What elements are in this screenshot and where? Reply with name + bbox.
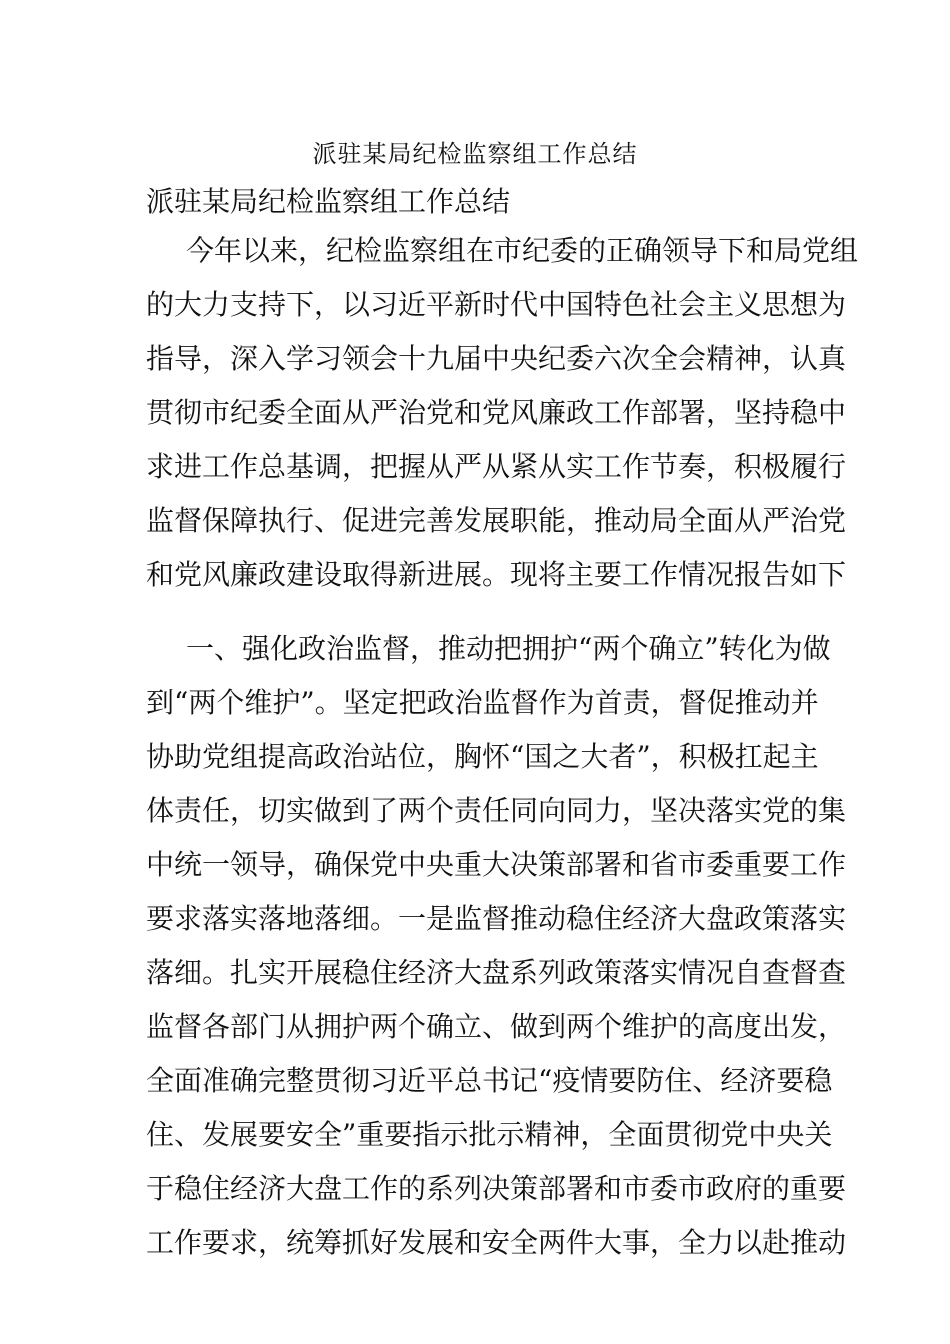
paragraph-1-line-2: 的大力支持下，以习近平新时代中国特色社会主义思想为	[146, 288, 847, 321]
paragraph-1-line-6: 监督保障执行、促进完善发展职能，推动局全面从严治党	[146, 504, 847, 537]
paragraph-1-line-4: 贯彻市纪委全面从严治党和党风廉政工作部署，坚持稳中	[146, 396, 847, 429]
paragraph-2-line-8: 监督各部门从拥护两个确立、做到两个维护的高度出发，	[146, 1010, 847, 1043]
paragraph-2-line-3: 协助党组提高政治站位，胸怀“国之大者”，积极扛起主	[146, 740, 819, 773]
paragraph-2-line-7: 落细。扎实开展稳住经济大盘系列政策落实情况自查督查	[146, 956, 847, 989]
paragraph-2-line-1: 一、强化政治监督，推动把拥护“两个确立”转化为做	[186, 632, 831, 665]
paragraph-2-line-6: 要求落实落地落细。一是监督推动稳住经济大盘政策落实	[146, 902, 847, 935]
paragraph-2-line-11: 于稳住经济大盘工作的系列决策部署和市委市政府的重要	[146, 1172, 847, 1205]
paragraph-2-line-12: 工作要求，统筹抓好发展和安全两件大事，全力以赴推动	[146, 1226, 847, 1259]
paragraph-1-line-5: 求进工作总基调，把握从严从紧从实工作节奏，积极履行	[146, 450, 847, 483]
paragraph-2-line-9: 全面准确完整贯彻习近平总书记“疫情要防住、经济要稳	[146, 1064, 833, 1097]
paragraph-2-line-4: 体责任，切实做到了两个责任同向同力，坚决落实党的集	[146, 794, 847, 827]
document-subtitle: 派驻某局纪检监察组工作总结	[146, 185, 511, 218]
paragraph-1-line-1: 今年以来，纪检监察组在市纪委的正确领导下和局党组	[186, 234, 859, 267]
paragraph-2-line-2: 到“两个维护”。坚定把政治监督作为首责，督促推动并	[146, 686, 819, 719]
paragraph-2-line-5: 中统一领导，确保党中央重大决策部署和省市委重要工作	[146, 848, 847, 881]
document-title: 派驻某局纪检监察组工作总结	[312, 140, 638, 168]
paragraph-2-line-10: 住、发展要安全”重要指示批示精神，全面贯彻党中央关	[146, 1118, 833, 1151]
paragraph-1-line-3: 指导，深入学习领会十九届中央纪委六次全会精神，认真	[146, 342, 847, 375]
paragraph-1-line-7: 和党风廉政建设取得新进展。现将主要工作情况报告如下	[146, 558, 847, 591]
